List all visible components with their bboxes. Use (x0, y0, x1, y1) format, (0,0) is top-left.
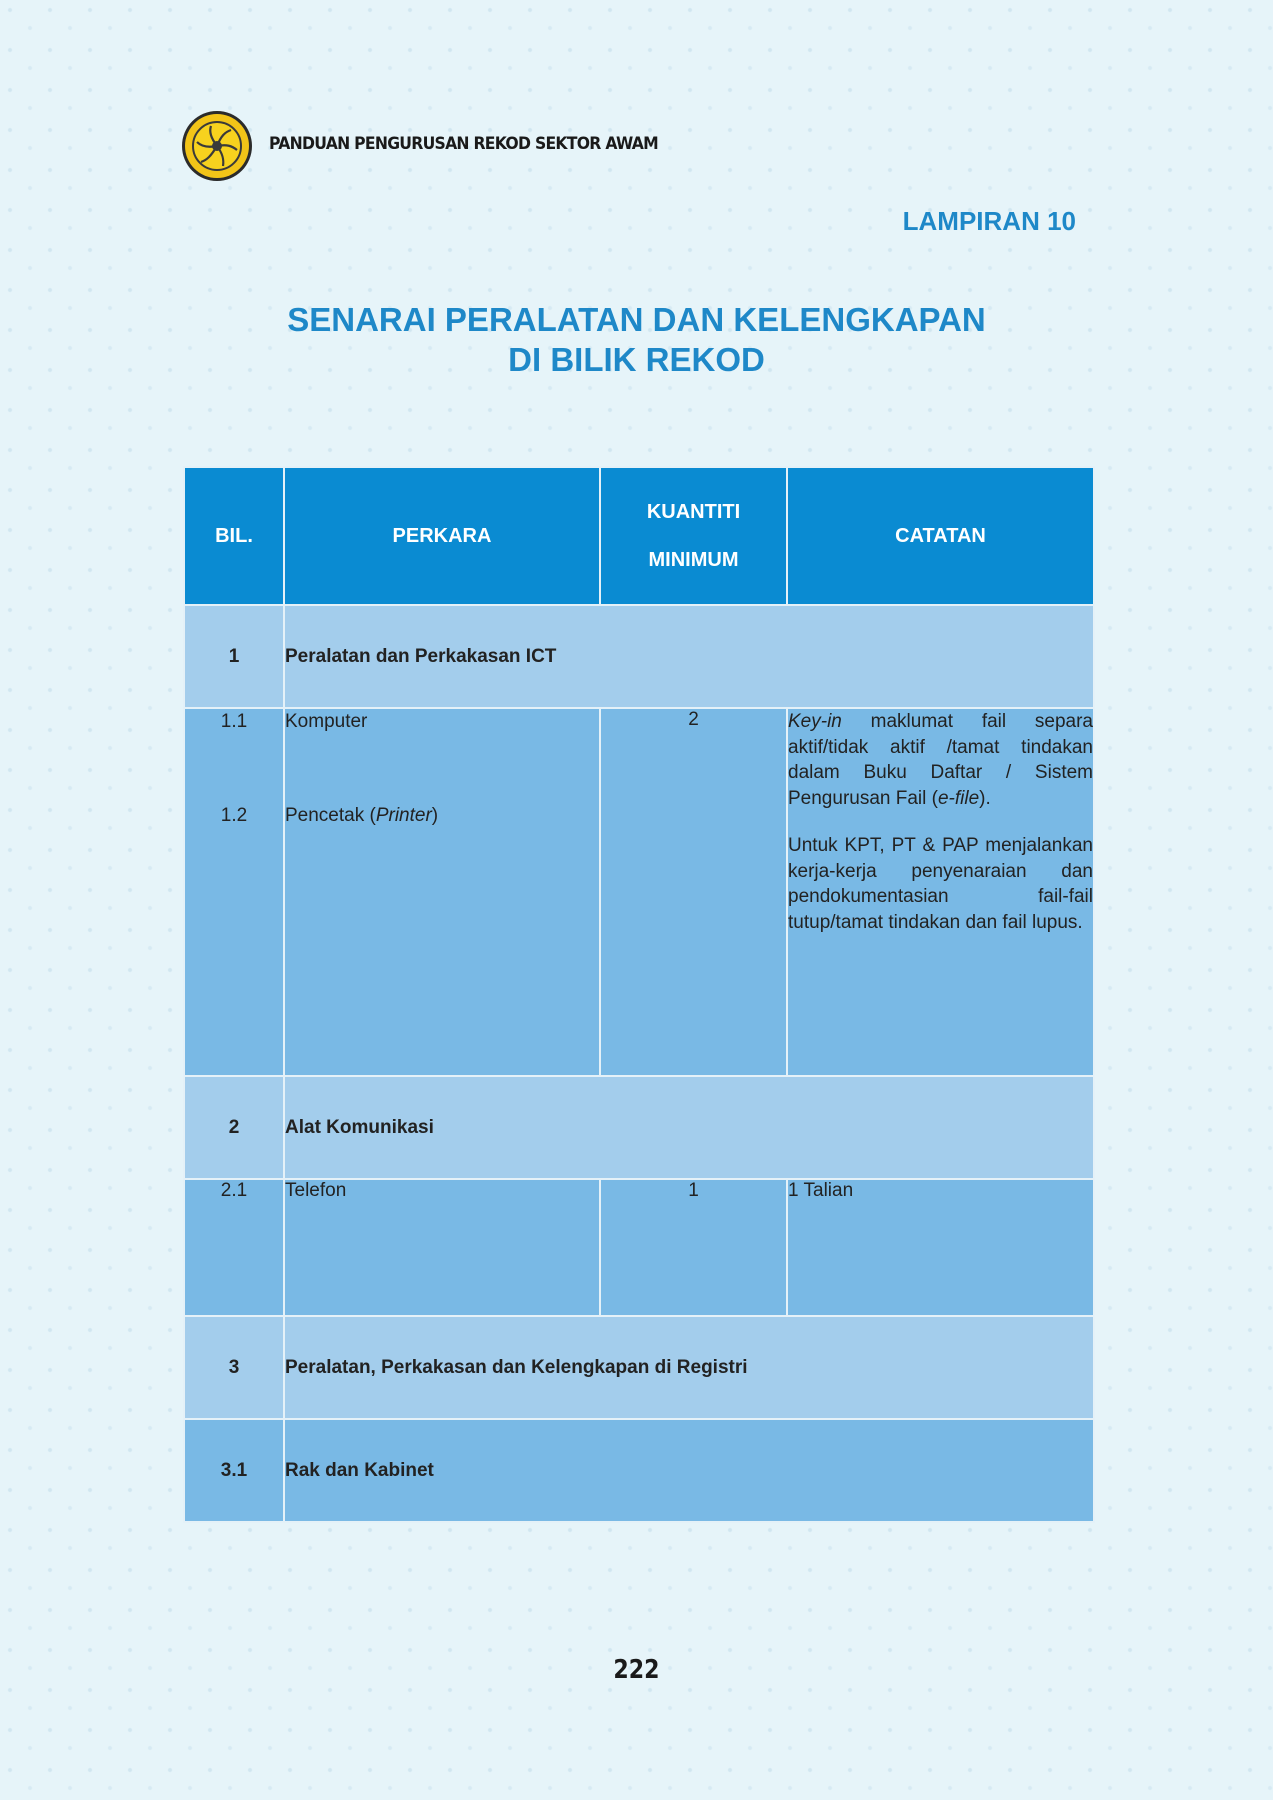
items-1-perkara (284, 708, 600, 1076)
header-perkara: PERKARA (284, 467, 600, 605)
catatan-p1-italic-2: e-file (937, 787, 980, 809)
section-3-bil: 3 (184, 1316, 284, 1419)
page-title-line-1: SENARAI PERALATAN DAN KELENGKAPAN (287, 301, 986, 338)
header-bil: BIL. (184, 467, 284, 605)
header-kuantiti-line-1: KUANTITI (646, 501, 741, 523)
items-1-bil (184, 708, 284, 1076)
page-number: 222 (613, 1655, 660, 1685)
section-1-bil: 1 (184, 605, 284, 708)
item-1-1-bil: 1.1 (220, 711, 248, 732)
item-3-1-bil: 3.1 (184, 1419, 284, 1522)
page-title (0, 300, 1273, 380)
catatan-paragraph-2: Untuk KPT, PT & PAP menjalankan kerja-kerja penyenaraian dan pendokumentasian fail-fail tutup/tamat tindakan dan fail lupus. (788, 835, 1093, 933)
section-1-title: Peralatan dan Perkakasan ICT (284, 605, 1094, 708)
catatan-p1-end: ). (979, 787, 991, 809)
equipment-table (183, 466, 1095, 1523)
document-title: PANDUAN PENGURUSAN REKOD SEKTOR AWAM (269, 134, 659, 154)
item-1-2-perkara (285, 803, 599, 829)
item-1-2-perkara-prefix: Pencetak ( (285, 805, 376, 826)
item-2-1-kuantiti: 1 (600, 1179, 787, 1316)
item-2-1-catatan: 1 Talian (787, 1179, 1094, 1316)
items-1-kuantiti: 2 (600, 708, 787, 1076)
appendix-label: LAMPIRAN 10 (902, 206, 1076, 236)
items-1-catatan (787, 708, 1094, 1076)
table-row-item-2-1 (184, 1179, 1094, 1316)
table-row-items-1 (184, 708, 1094, 1076)
header-kuantiti-line-2: MINIMUM (648, 549, 739, 571)
item-1-2-bil: 1.2 (220, 805, 248, 826)
section-2-title: Alat Komunikasi (284, 1076, 1094, 1179)
catatan-p1-italic: Key-in (788, 711, 842, 732)
table-row-section-1 (184, 605, 1094, 708)
catatan-p1-text: maklumat fail separa aktif/tidak aktif /tamat tindakan dalam Buku Daftar / Sistem Pengurusan Fail ( (788, 711, 1093, 809)
item-1-2-perkara-suffix: ) (431, 805, 439, 826)
item-2-1-perkara: Telefon (284, 1179, 600, 1316)
table-header-row (184, 467, 1094, 605)
header-kuantiti-minimum (600, 467, 787, 605)
item-3-1-title: Rak dan Kabinet (284, 1419, 1094, 1522)
table-row-section-3 (184, 1316, 1094, 1419)
catatan-paragraph-1 (788, 709, 1093, 811)
section-3-title: Peralatan, Perkakasan dan Kelengkapan di Registri (284, 1316, 1094, 1419)
item-1-1-perkara: Komputer (285, 711, 368, 732)
section-2-bil: 2 (184, 1076, 284, 1179)
header-catatan: CATATAN (787, 467, 1094, 605)
crest-emblem-icon (181, 110, 253, 182)
item-2-1-bil: 2.1 (184, 1179, 284, 1316)
page-title-line-2: DI BILIK REKOD (508, 341, 765, 378)
table-row-section-2 (184, 1076, 1094, 1179)
table-row-item-3-1 (184, 1419, 1094, 1522)
item-1-2-perkara-italic: Printer (375, 805, 432, 826)
